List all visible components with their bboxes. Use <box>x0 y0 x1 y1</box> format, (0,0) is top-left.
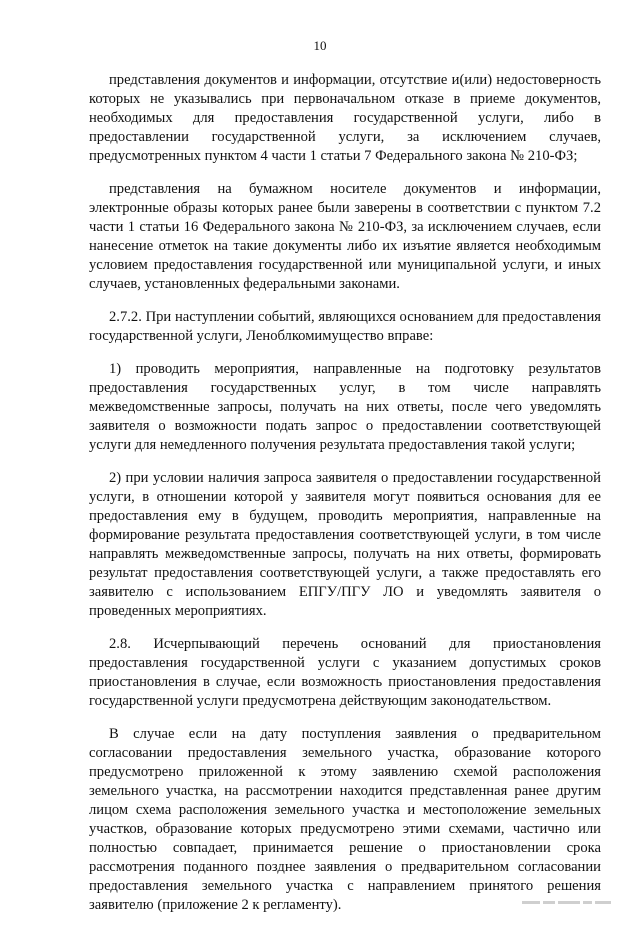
paragraph-missing-documents-exception: представления документов и информации, отсутствие и(или) недостоверность которых не указывались при первоначальном отказе в приеме документов, необходимых для предоставления государственной услуги, либо в предоставлении государственной услуги, за исключением случаев, предусмотренных пунктом 4 части 1 статьи 7 Федерального закона № 210-ФЗ; <box>89 72 601 164</box>
paragraph-item-1: 1) проводить мероприятия, направленные на подготовку результатов предоставления государственных услуг, в том числе направлять межведомственные запросы, получать на них ответы, после чего уведомлять заявителя о возможности подать запрос о предоставлении соответствующей услуги для немедленного получения результата предоставления такой услуги; <box>89 361 601 453</box>
page-number: 10 <box>313 38 327 53</box>
paragraph-section-2-7-2: 2.7.2. При наступлении событий, являющихся основанием для предоставления государственной услуги, Леноблкомимущество вправе: <box>89 309 601 344</box>
paragraph-paper-documents-exception: представления на бумажном носителе документов и информации, электронные образы которых ранее были заверены в соответствии с пунктом 7.2 части 1 статьи 16 Федерального закона № 210-ФЗ, за исключением случаев, если нанесение отметок на такие документы либо их изъятие является необходимым условием предоставления государственной или муниципальной услуги, и иных случаев, установленных федеральными законами. <box>89 181 601 292</box>
scan-artifact-mark <box>522 891 632 897</box>
paragraph-suspension-case: В случае если на дату поступления заявления о предварительном согласовании предоставления земельного участка, образование которого предусмотрено приложенной к этому заявлению схемой расположения земельного участка, на рассмотрении находится представленная ранее другим лицом схема расположения земельного участка и местоположение земельных участков, образование которых предусмотрено этими схемами, частично или полностью совпадает, принимается решение о приостановлении срока рассмотрения поданного позднее заявления о предварительном согласовании предоставления земельного участка с направлением принятого решения заявителю (приложение 2 к регламенту). <box>89 726 601 913</box>
paragraph-section-2-8: 2.8. Исчерпывающий перечень оснований для приостановления предоставления государственной услуги с указанием допустимых сроков приостановления в случае, если возможность приостановления предоставления государственной услуги предусмотрена действующим законодательством. <box>89 636 601 709</box>
paragraph-item-2: 2) при условии наличия запроса заявителя о предоставлении государственной услуги, в отношении которой у заявителя могут появиться основания для ее предоставления ему в будущем, проводить мероприятия, направленные на формирование результата предоставления соответствующей услуги, в том числе направлять межведомственные запросы, получать на них ответы, формировать результат предоставления соответствующей услуги, а также предоставлять его заявителю с использованием ЕПГУ/ПГУ ЛО и уведомлять заявителя о проведенных мероприятиях. <box>89 470 601 619</box>
document-body <box>89 71 601 928</box>
